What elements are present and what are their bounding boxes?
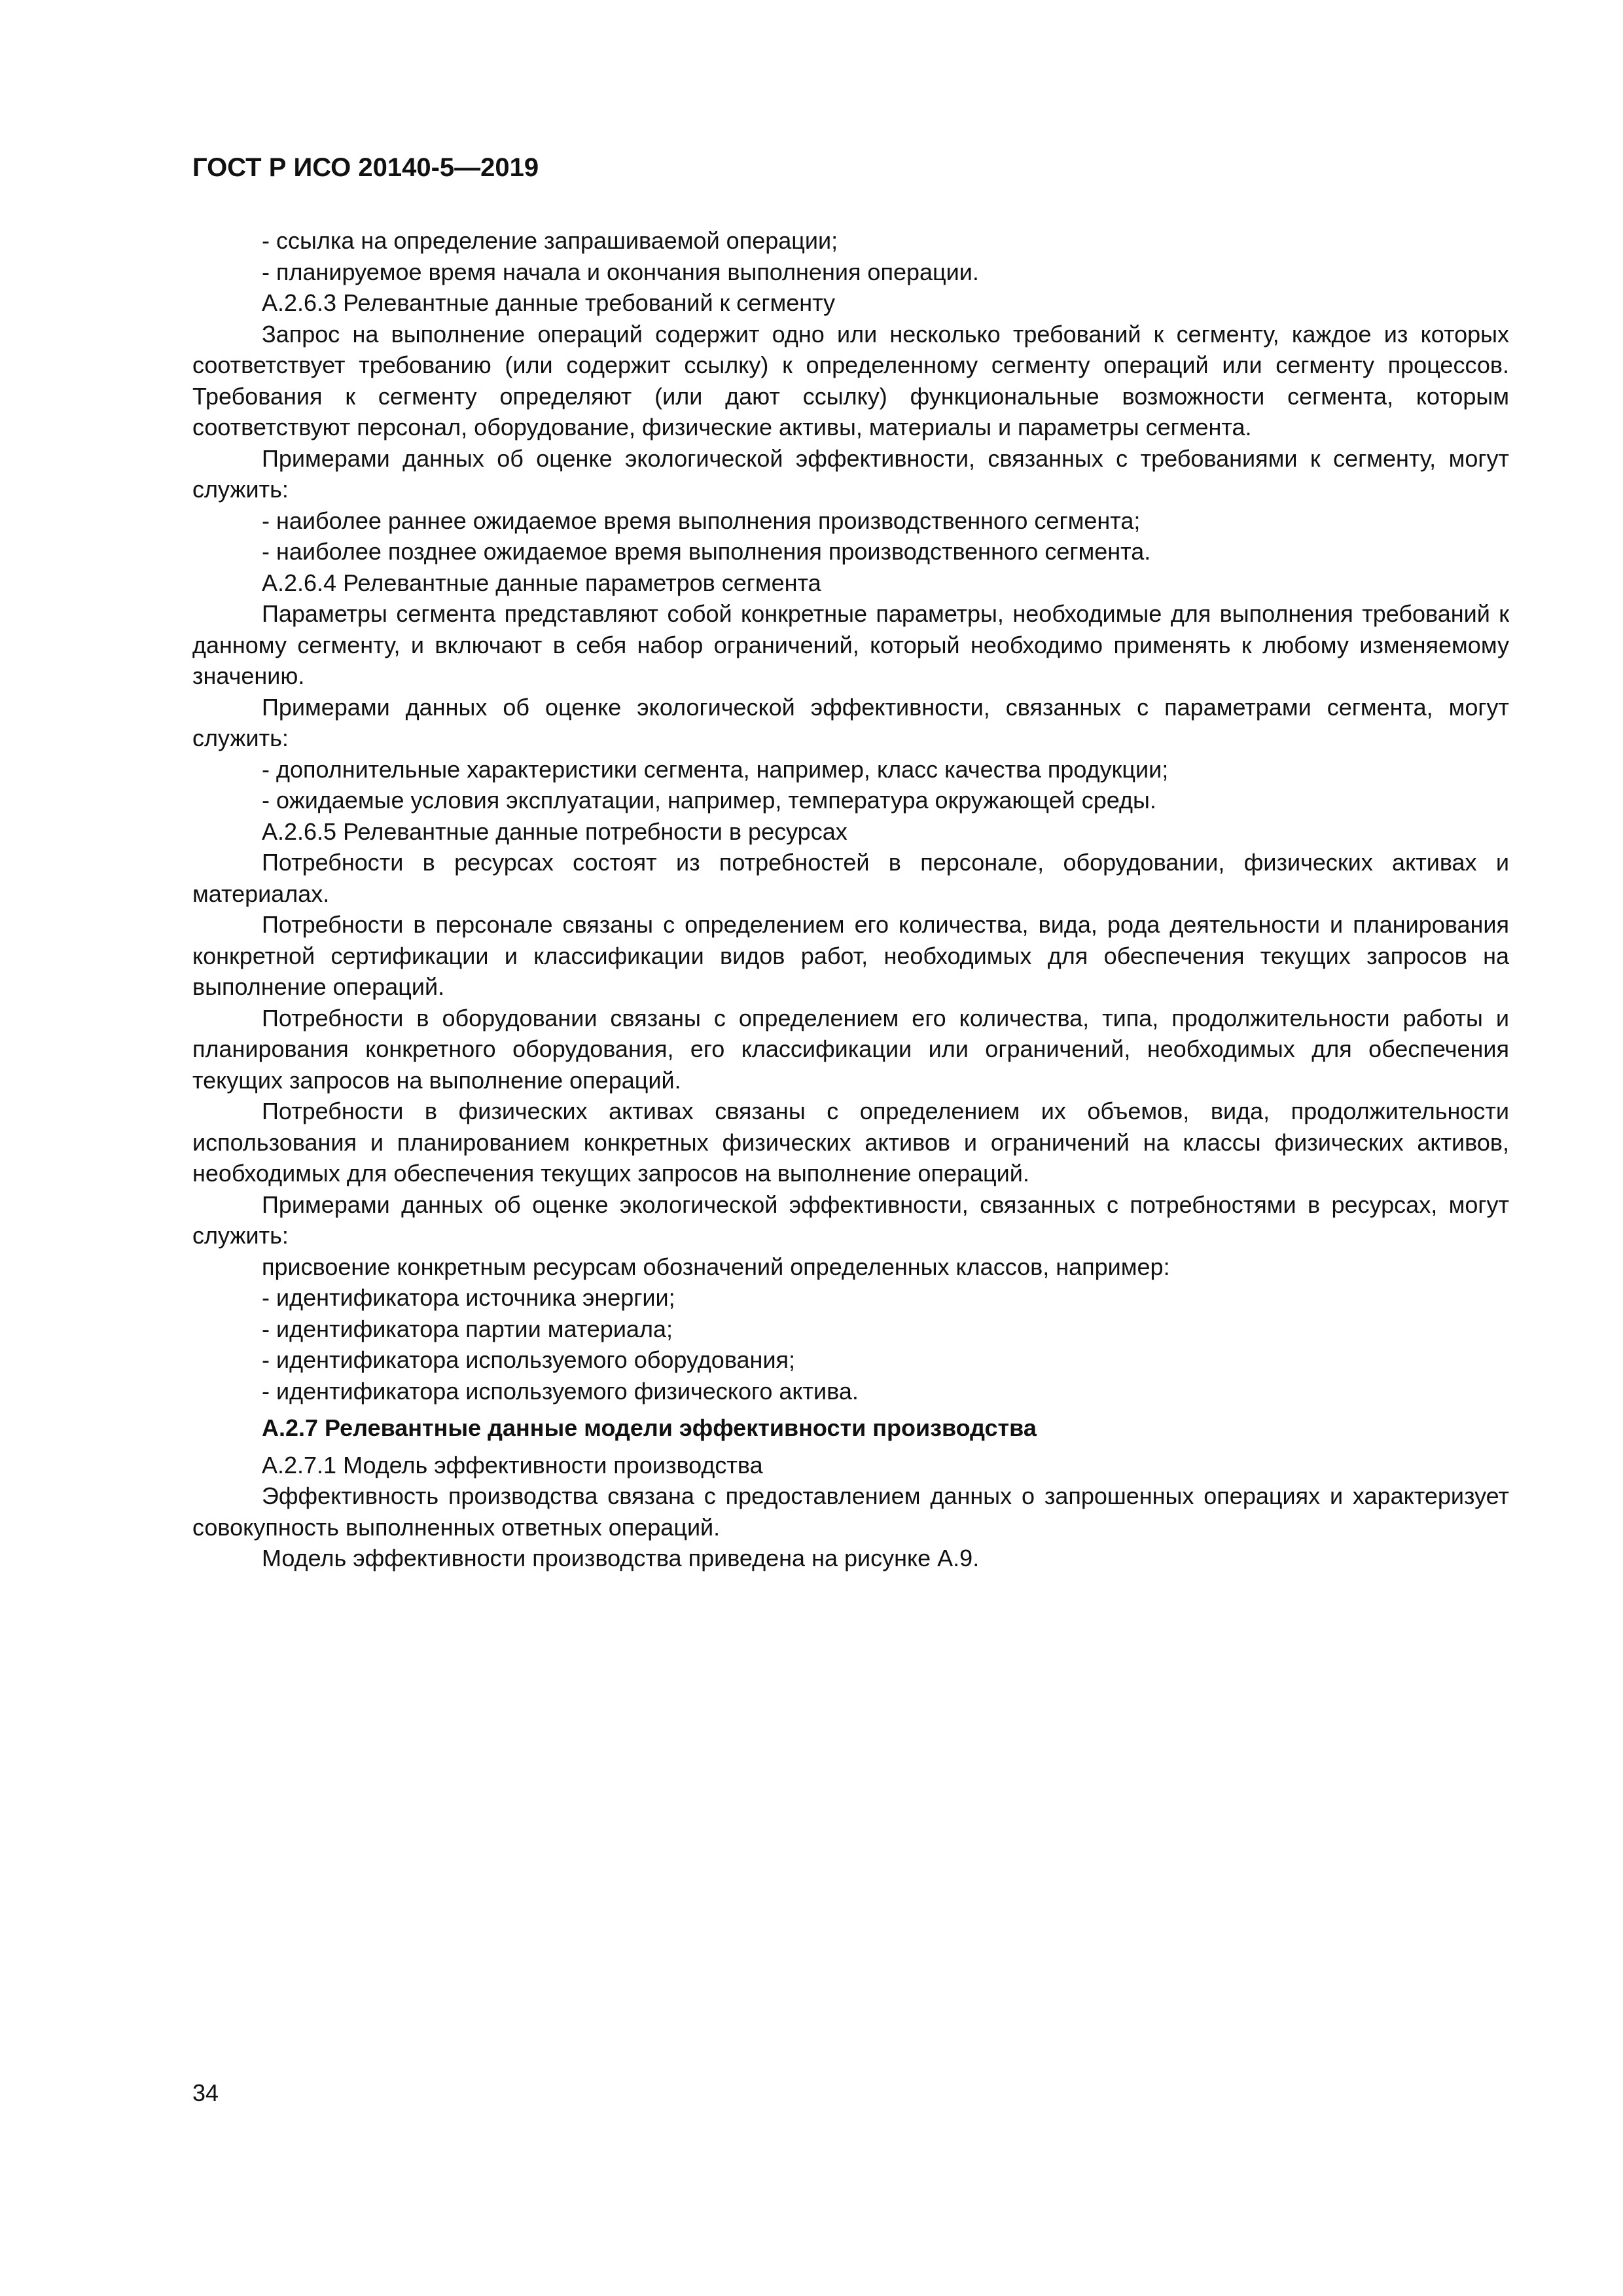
paragraph: Параметры сегмента представляют собой конкретные параметры, необходимые для выполнения требований к данному сегменту, и включают в себя набор ограничений, который необходимо применять к любому изменяемому значению. — [192, 600, 1509, 689]
paragraph: Модель эффективности производства приведена на рисунке А.9. — [262, 1545, 980, 1571]
page-number: 34 — [192, 2079, 219, 2106]
list-item: - наиболее раннее ожидаемое время выполнения производственного сегмента; — [262, 507, 1141, 534]
document-body — [192, 225, 1509, 1574]
list-item: - идентификатора используемого физического актива. — [262, 1377, 859, 1405]
document-header: ГОСТ Р ИСО 20140-5—2019 — [192, 153, 539, 182]
paragraph: Эффективность производства связана с предоставлением данных о запрошенных операциях и характеризует совокупность выполненных ответных операций. — [192, 1482, 1509, 1541]
list-item: - идентификатора источника энергии; — [262, 1284, 675, 1311]
paragraph: Потребности в ресурсах состоят из потребностей в персонале, оборудовании, физических активах и материалах. — [192, 849, 1509, 907]
clause-heading: А.2.7.1 Модель эффективности производства — [262, 1451, 763, 1479]
list-item: - наиболее позднее ожидаемое время выполнения производственного сегмента. — [262, 538, 1151, 565]
paragraph: Примерами данных об оценке экологической эффективности, связанных с потребностями в ресурсах, могут служить: — [192, 1191, 1509, 1249]
clause-heading: А.2.6.3 Релевантные данные требований к сегменту — [262, 289, 836, 316]
paragraph: присвоение конкретным ресурсам обозначений определенных классов, например: — [262, 1253, 1170, 1280]
list-item: - планируемое время начала и окончания выполнения операции. — [262, 258, 979, 285]
list-item: - ссылка на определение запрашиваемой операции; — [262, 227, 838, 254]
list-item: - дополнительные характеристики сегмента, например, класс качества продукции; — [262, 755, 1169, 783]
paragraph: Потребности в персонале связаны с определением его количества, вида, рода деятельности и планирования конкретной сертификации и классификации видов работ, необходимых для обеспечения текущих запросов на выполнение операций. — [192, 911, 1509, 1000]
subsection-heading: А.2.7 Релевантные данные модели эффективности производства — [262, 1414, 1037, 1441]
paragraph: Примерами данных об оценке экологической эффективности, связанных с параметрами сегмента, могут служить: — [192, 693, 1509, 751]
list-item: - идентификатора используемого оборудования; — [262, 1346, 796, 1373]
paragraph: Потребности в физических активах связаны с определением их объемов, вида, продолжительности использования и планированием конкретных физических активов и ограничений на классы физических активов, необходимых для обеспечения текущих запросов на выполнение операций. — [192, 1098, 1509, 1187]
paragraph: Потребности в оборудовании связаны с определением его количества, типа, продолжительности работы и планирования конкретного оборудования, его классификации или ограничений, необходимых для обеспечения текущих запросов на выполнение операций. — [192, 1004, 1509, 1094]
paragraph: Запрос на выполнение операций содержит одно или несколько требований к сегменту, каждое из которых соответствует требованию (или содержит ссылку) к определенному сегменту операций или сегменту процессов. Требования к сегменту определяют (или дают ссылку) функциональные возможности сегмента, которым соответствуют персонал, оборудование, физические активы, материалы и параметры сегмента. — [192, 320, 1509, 440]
clause-heading: А.2.6.5 Релевантные данные потребности в ресурсах — [262, 817, 847, 845]
paragraph: Примерами данных об оценке экологической эффективности, связанных с требованиями к сегменту, могут служить: — [192, 444, 1509, 503]
list-item: - ожидаемые условия эксплуатации, например, температура окружающей среды. — [262, 787, 1156, 814]
list-item: - идентификатора партии материала; — [262, 1315, 673, 1342]
clause-heading: А.2.6.4 Релевантные данные параметров сегмента — [262, 569, 821, 596]
